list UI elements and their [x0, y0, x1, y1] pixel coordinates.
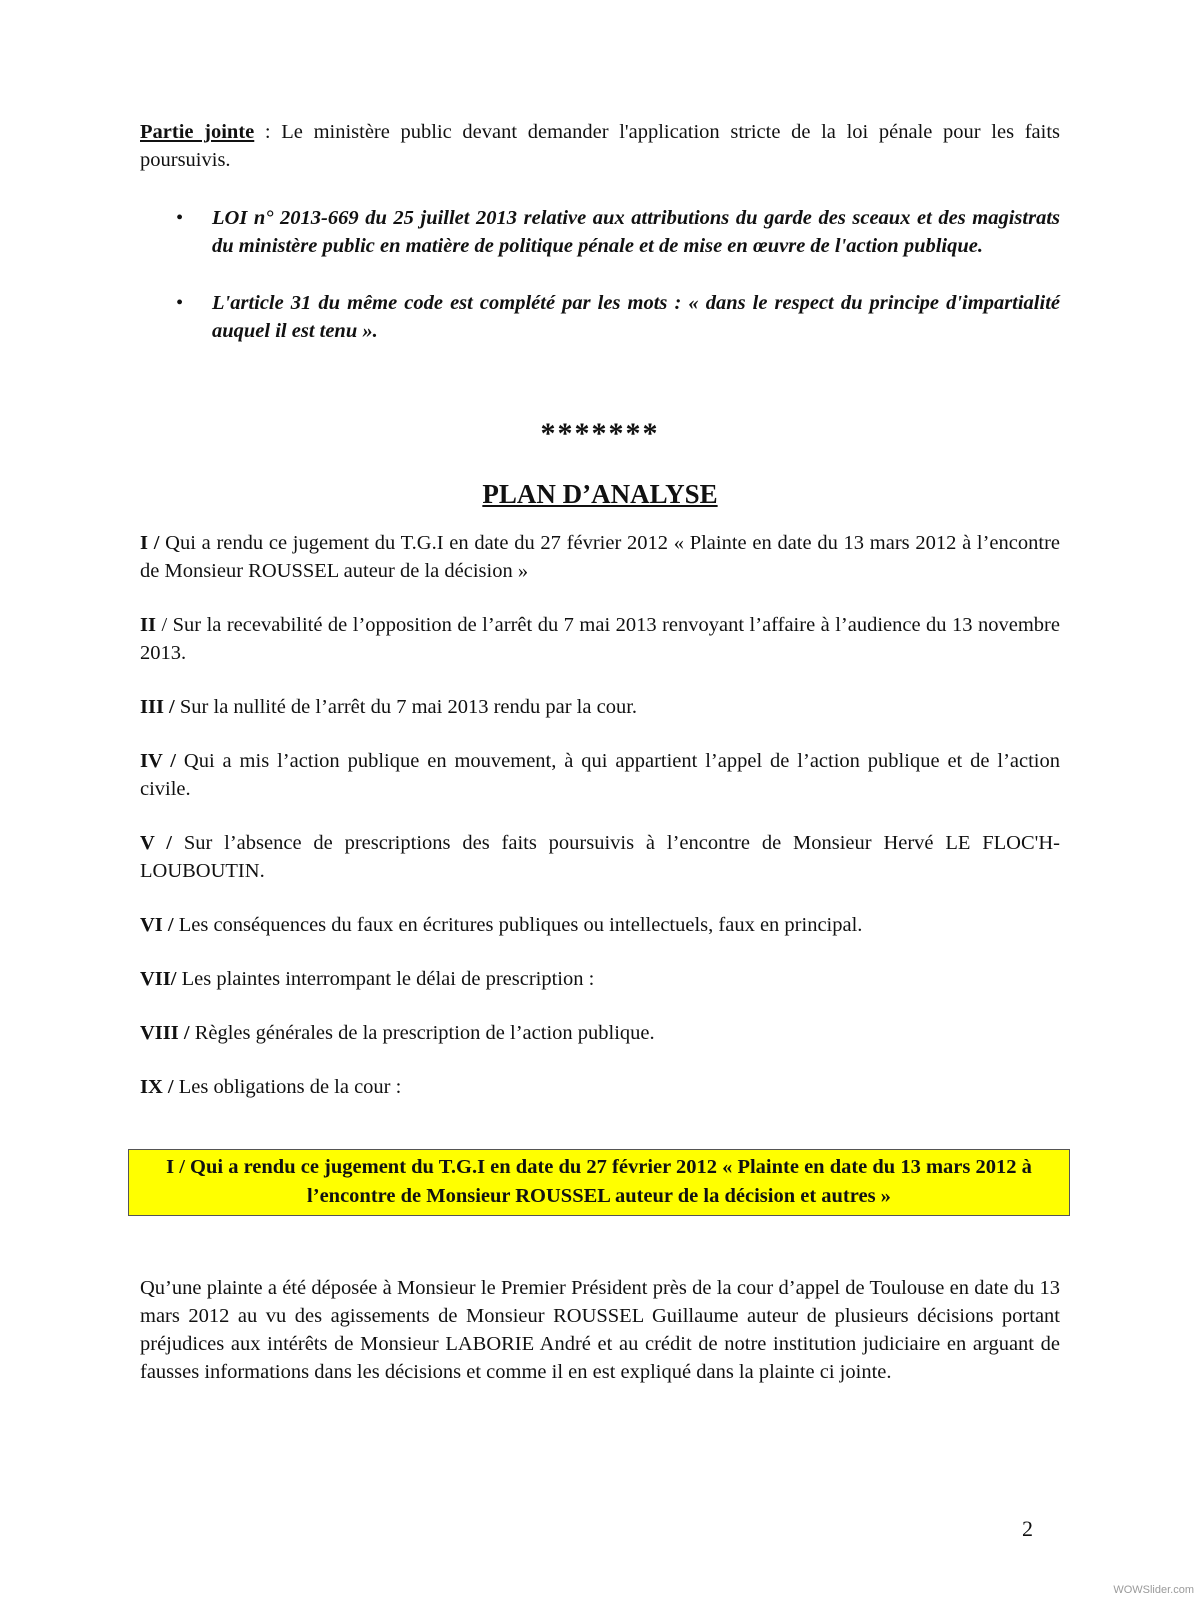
- law-text: L'article 31 du même code est complété par les mots : « dans le respect du principe d'impartialité auquel il est tenu ».: [212, 292, 1060, 342]
- plan-item-number: IX /: [140, 1076, 179, 1098]
- plan-item-text: Les obligations de la cour :: [178, 1076, 402, 1098]
- plan-item-text: Les conséquences du faux en écritures publiques ou intellectuels, faux en principal.: [178, 914, 863, 936]
- plan-item: [140, 611, 1060, 667]
- law-list: [140, 204, 1060, 345]
- plan-item: [140, 829, 1060, 885]
- plan-item-text: Règles générales de la prescription de l’action publique.: [194, 1022, 655, 1044]
- plan-item-text: Les plaintes interrompant le délai de prescription :: [181, 968, 595, 990]
- plan-item-number: VIII /: [140, 1022, 195, 1044]
- closing-paragraph: Qu’une plainte a été déposée à Monsieur le Premier Président près de la cour d’appel de Toulouse en date du 13 mars 2012 au vu des agissements de Monsieur ROUSSEL Guillaume auteur de plusieurs décisions portant préjudices aux intérêts de Monsieur LABORIE André et au crédit de notre institution judiciaire en arguant de fausses informations dans les décisions et comme il en est expliqué dans la plainte ci jointe.: [140, 1277, 1060, 1383]
- plan-item-text: Sur l’absence de prescriptions des faits poursuivis à l’encontre de Monsieur Hervé LE FLOC'H-LOUBOUTIN.: [140, 832, 1060, 882]
- separator: *******: [540, 417, 660, 450]
- plan-item-text: Qui a mis l’action publique en mouvement, à qui appartient l’appel de l’action publique et de l’action civile.: [140, 750, 1060, 800]
- law-item: [140, 289, 1060, 345]
- plan-item-number: III /: [140, 696, 180, 718]
- document-page: [140, 118, 1060, 1386]
- plan-item-number: V /: [140, 832, 184, 854]
- plan-item: [140, 747, 1060, 803]
- plan-title: PLAN D’ANALYSE: [482, 479, 718, 509]
- plan-item: [140, 693, 1060, 721]
- plan-item-number: II: [140, 614, 156, 636]
- bullet-icon: •: [176, 292, 184, 314]
- watermark: WOWSlider.com: [1113, 1584, 1194, 1596]
- law-text: LOI n° 2013-669 du 25 juillet 2013 relative aux attributions du garde des sceaux et des magistrats du ministère public en matière de politique pénale et de mise en œuvre de l'action publique.: [212, 207, 1060, 257]
- plan-item: [140, 965, 1060, 993]
- plan-item-number: VII/: [140, 968, 182, 990]
- plan-item-text: Qui a rendu ce jugement du T.G.I en date du 27 février 2012 « Plainte en date du 13 mars 2012 à l’encontre de Monsieur ROUSSEL auteur de la décision »: [140, 532, 1060, 582]
- intro-label: Partie jointe: [140, 121, 255, 143]
- bullet-icon: •: [176, 207, 184, 229]
- intro-paragraph: [140, 118, 1060, 174]
- section-heading: I / Qui a rendu ce jugement du T.G.I en date du 27 février 2012 « Plainte en date du 13 mars 2012 à l’encontre de Monsieur ROUSSEL auteur de la décision et autres »: [128, 1149, 1070, 1216]
- plan-item-text: Sur la nullité de l’arrêt du 7 mai 2013 rendu par la cour.: [179, 696, 638, 718]
- plan-item-number: I /: [140, 532, 166, 554]
- plan-item: [140, 1019, 1060, 1047]
- plan-item: [140, 529, 1060, 585]
- plan-item: [140, 911, 1060, 939]
- plan-item-number: VI /: [140, 914, 179, 936]
- intro-text: : Le ministère public devant demander l'application stricte de la loi pénale pour les faits poursuivis.: [140, 121, 1061, 171]
- law-item: [140, 204, 1060, 260]
- plan-item: [140, 1073, 1060, 1101]
- plan-item-text: / Sur la recevabilité de l’opposition de l’arrêt du 7 mai 2013 renvoyant l’affaire à l’audience du 13 novembre 2013.: [140, 614, 1060, 664]
- plan-list: [140, 529, 1060, 1101]
- page-number: 2: [1022, 1516, 1033, 1541]
- plan-item-number: IV /: [140, 750, 184, 772]
